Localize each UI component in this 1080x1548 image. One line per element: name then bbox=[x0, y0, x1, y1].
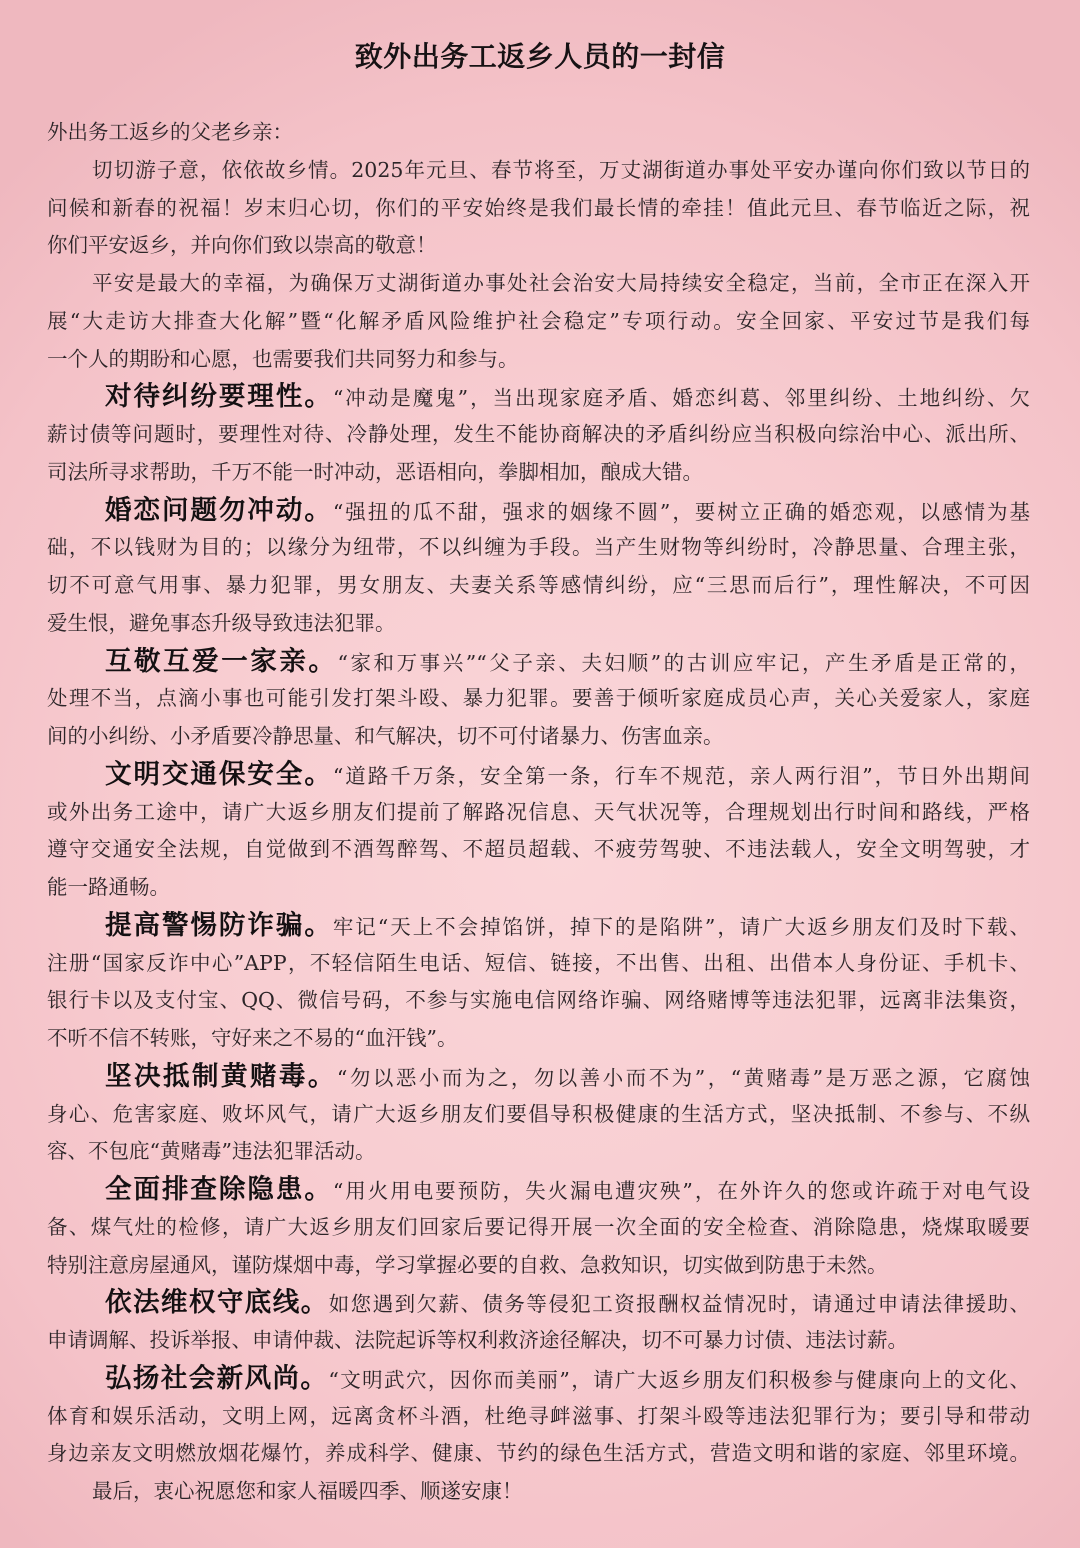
section-text: “用火用电要预防，失火漏电遭灾殃”，在外许久的您或许疏于对电气设 bbox=[332, 1179, 1031, 1203]
body-line bbox=[47, 1360, 1030, 1398]
section-heading: 文明交通保安全。 bbox=[105, 758, 333, 790]
body-line: 身心、危害家庭、败坏风气，请广大返乡朋友们要倡导积极健康的生活方式，坚决抵制、不参与、不纵 bbox=[47, 1101, 1030, 1126]
body-line: 司法所寻求帮助，千万不能一时冲动，恶语相向，拳脚相加，酿成大错。 bbox=[47, 459, 703, 484]
body-line: 一个人的期盼和心愿，也需要我们共同努力和参与。 bbox=[47, 346, 519, 371]
body-line: 备、煤气灶的检修，请广大返乡朋友们回家后要记得开展一次全面的安全检查、消除隐患，烧煤取暖要 bbox=[47, 1214, 1030, 1239]
body-line bbox=[47, 1284, 1030, 1322]
salutation: 外出务工返乡的父老乡亲： bbox=[47, 120, 293, 144]
body-line bbox=[47, 1058, 1030, 1096]
section-heading: 互敬互爱一家亲。 bbox=[105, 645, 338, 677]
section-text: 如您遇到欠薪、债务等侵犯工资报酬权益情况时，请通过申请法律援助、 bbox=[328, 1292, 1031, 1317]
body-line: 注册“国家反诈中心”APP，不轻信陌生电话、短信、链接，不出售、出租、出借本人身份证、手机卡、 bbox=[47, 950, 1030, 975]
body-line: 能一路通畅。 bbox=[47, 875, 170, 899]
body-line: 切不可意气用事、暴力犯罪，男女朋友、夫妻关系等感情纠纷，应“三思而后行”，理性解决，不可因 bbox=[47, 573, 1030, 597]
body-line: 平安是最大的幸福，为确保万丈湖街道办事处社会治安大局持续安全稳定，当前，全市正在深入开 bbox=[92, 271, 1030, 295]
section-traffic bbox=[47, 756, 1030, 907]
body-line: 遵守交通安全法规，自觉做到不酒驾醉驾、不超员超载、不疲劳驾驶、不违法载人，安全文明驾驶，才 bbox=[47, 837, 1030, 862]
body-line bbox=[47, 1171, 1030, 1209]
closing-line: 最后，衷心祝愿您和家人福暖四季、顺遂安康！ bbox=[92, 1479, 523, 1503]
section-text: “强扭的瓜不甜，强求的姻缘不圆”，要树立正确的婚恋观，以感情为基 bbox=[332, 499, 1031, 524]
section-anti-vice bbox=[47, 1058, 1030, 1171]
body-line: 不听不信不转账，守好来之不易的“血汗钱”。 bbox=[47, 1026, 458, 1050]
body-line: 础，不以钱财为目的；以缘分为纽带，不以纠缠为手段。当产生财物等纠纷时，冷静思量、合理主张， bbox=[47, 535, 1030, 560]
section-heading: 坚决抵制黄赌毒。 bbox=[105, 1060, 337, 1092]
section-heading: 提高警惕防诈骗。 bbox=[105, 909, 333, 941]
section-family bbox=[47, 643, 1030, 756]
section-anti-fraud bbox=[47, 907, 1030, 1058]
body-line: 你们平安返乡，并向你们致以崇高的敬意！ bbox=[47, 233, 437, 258]
body-line: 或外出务工途中，请广大返乡朋友们提前了解路况信息、天气状况等，合理规划出行时间和路线，严格 bbox=[47, 799, 1030, 824]
section-heading: 弘扬社会新风尚。 bbox=[105, 1362, 329, 1394]
body-line: 间的小纠纷、小矛盾要冷静思量、和气解决，切不可付诸暴力、伤害血亲。 bbox=[47, 724, 724, 748]
body-line: 处理不当，点滴小事也可能引发打架斗殴、暴力犯罪。要善于倾听家庭成员心声，关心关爱家人，家庭 bbox=[47, 686, 1030, 711]
section-text: 牢记“天上不会掉馅饼，掉下的是陷阱”，请广大返乡朋友们及时下载、 bbox=[332, 914, 1031, 939]
section-text: “勿以恶小而为之，勿以善小而不为”，“黄赌毒”是万恶之源，它腐蚀 bbox=[336, 1065, 1031, 1090]
letter-body bbox=[47, 114, 1030, 1511]
letter-title: 致外出务工返乡人员的一封信 bbox=[354, 40, 726, 73]
body-line: 容、不包庇“黄赌毒”违法犯罪活动。 bbox=[47, 1139, 376, 1164]
section-text: “文明武穴，因你而美丽”，请广大返乡朋友们积极参与健康向上的文化、 bbox=[328, 1367, 1030, 1392]
intro-paragraph-safety bbox=[47, 265, 1030, 378]
body-line bbox=[47, 492, 1030, 530]
body-line: 爱生恨，避免事态升级导致违法犯罪。 bbox=[47, 610, 396, 635]
section-rational-disputes bbox=[47, 378, 1030, 491]
section-text: “道路千万条，安全第一条，行车不规范，亲人两行泪”，节日外出期间 bbox=[332, 763, 1031, 788]
body-line: 体育和娱乐活动，文明上网，远离贪杯斗酒，杜绝寻衅滋事、打架斗殴等违法犯罪行为；要引导和带动 bbox=[47, 1403, 1030, 1428]
intro-paragraph-greeting bbox=[47, 152, 1030, 265]
section-hazard-check bbox=[47, 1171, 1030, 1284]
body-line: 银行卡以及支付宝、QQ、微信号码，不参与实施电信网络诈骗、网络赌博等违法犯罪，远离非法集资， bbox=[47, 988, 1030, 1013]
body-line: 特别注意房屋通风，谨防煤烟中毒，学习掌握必要的自救、急救知识，切实做到防患于未然。 bbox=[47, 1252, 888, 1277]
body-line: 切切游子意，依依故乡情。2025年元旦、春节将至，万丈湖街道办事处平安办谨向你们致以节日的 bbox=[92, 157, 1030, 182]
section-heading: 全面排查除隐患。 bbox=[105, 1174, 333, 1205]
body-line: 薪讨债等问题时，要理性对待、冷静处理，发生不能协商解决的矛盾纠纷应当积极向综治中心、派出所、 bbox=[47, 422, 1030, 446]
body-line bbox=[47, 907, 1030, 945]
section-text: “家和万事兴”“父子亲、夫妇顺”的古训应牢记，产生矛盾是正常的， bbox=[337, 650, 1030, 675]
body-line bbox=[47, 378, 1030, 416]
section-legal-rights bbox=[47, 1284, 1030, 1360]
section-heading: 婚恋问题勿冲动。 bbox=[105, 494, 333, 526]
section-heading: 对待纠纷要理性。 bbox=[105, 381, 333, 413]
section-new-customs bbox=[47, 1360, 1030, 1473]
body-line bbox=[47, 643, 1030, 681]
body-line: 问候和新春的祝福！岁末归心切，你们的平安始终是我们最长情的牵挂！值此元旦、春节临近之际，祝 bbox=[47, 195, 1030, 220]
section-marriage bbox=[47, 492, 1030, 643]
body-line: 申请调解、投诉举报、申请仲裁、法院起诉等权利救济途径解决，切不可暴力讨债、违法讨薪。 bbox=[47, 1328, 908, 1352]
body-line bbox=[47, 756, 1030, 794]
body-line: 展“大走访大排查大化解”暨“化解矛盾风险维护社会稳定”专项行动。安全回家、平安过节是我们每 bbox=[47, 308, 1030, 333]
section-text: “冲动是魔鬼”，当出现家庭矛盾、婚恋纠葛、邻里纠纷、土地纠纷、欠 bbox=[332, 386, 1031, 411]
body-line: 身边亲友文明燃放烟花爆竹，养成科学、健康、节约的绿色生活方式，营造文明和谐的家庭、邻里环境。 bbox=[47, 1441, 1030, 1466]
section-heading: 依法维权守底线。 bbox=[105, 1287, 329, 1319]
